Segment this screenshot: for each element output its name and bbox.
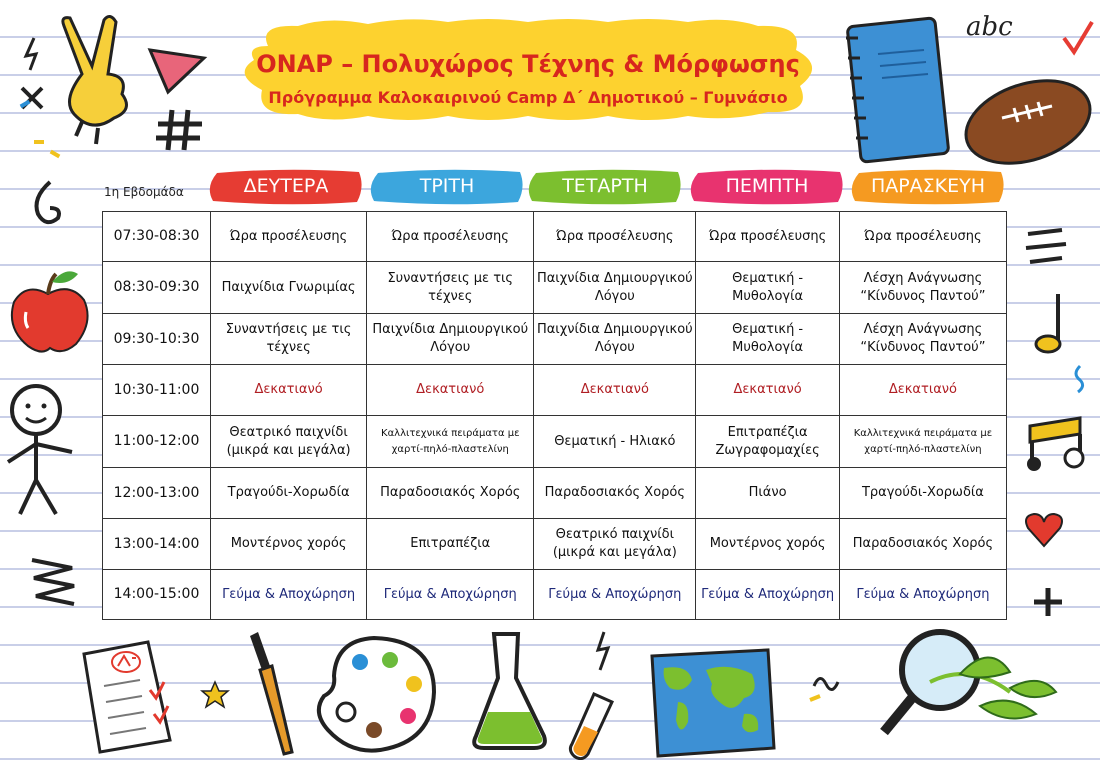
day-header-thursday	[688, 167, 846, 207]
day-header-monday	[207, 167, 365, 207]
title-banner	[228, 16, 828, 124]
activity-cell: Τραγούδι-Χορωδία	[211, 468, 367, 519]
double-note-icon	[1024, 412, 1090, 476]
star-icon	[200, 680, 230, 710]
magnifier-leaf-icon	[860, 622, 1060, 752]
activity-cell: Συναντήσεις με τις τέχνες	[367, 262, 534, 314]
table-row	[103, 570, 1007, 620]
spark-icon	[806, 666, 846, 706]
day-label: ΤΡΙΤΗ	[419, 175, 475, 197]
graded-paper-icon	[70, 636, 180, 756]
activity-cell: Λέσχη Ανάγνωσης “Κίνδυνος Παντού”	[839, 262, 1006, 314]
activity-cell: Θεατρικό παιχνίδι (μικρά και μεγάλα)	[534, 519, 696, 570]
table-row	[103, 262, 1007, 314]
page-title: ΟΝΑΡ – Πολυχώρος Τέχνης & Μόρφωσης	[256, 50, 800, 78]
activity-cell: Μοντέρνος χορός	[211, 519, 367, 570]
activity-cell: Επιτραπέζια	[367, 519, 534, 570]
day-header-tuesday	[368, 167, 526, 207]
day-header-wednesday	[526, 167, 684, 207]
dash-lines-icon	[1022, 224, 1072, 274]
flask-icon	[470, 624, 550, 754]
abc-handwriting: abc	[966, 12, 1013, 42]
table-row	[103, 365, 1007, 416]
activity-cell: Παιχνίδια Δημιουργικού Λόγου	[367, 314, 534, 365]
activity-cell: Παιχνίδια Γνωριμίας	[211, 262, 367, 314]
activity-cell: Πιάνο	[696, 468, 840, 519]
squiggle-icon	[24, 552, 84, 608]
activity-cell: Καλλιτεχνικά πειράματα με χαρτί-πηλό-πλαστελίνη	[839, 416, 1006, 468]
palette-icon	[310, 632, 440, 758]
apple-icon	[6, 266, 92, 356]
page-subtitle: Πρόγραμμα Καλοκαιρινού Camp Δ΄ Δημοτικού – Γυμνάσιο	[268, 88, 788, 107]
activity-cell: Μοντέρνος χορός	[696, 519, 840, 570]
time-cell: 11:00-12:00	[103, 416, 211, 468]
activity-cell: Ώρα προσέλευσης	[211, 212, 367, 262]
stick-figure-icon	[2, 382, 88, 518]
world-map-icon	[648, 648, 778, 760]
activity-cell: Δεκατιανό	[839, 365, 1006, 416]
activity-cell: Θεματική - Ηλιακό	[534, 416, 696, 468]
activity-cell: Ώρα προσέλευσης	[367, 212, 534, 262]
football-icon	[962, 70, 1096, 176]
music-note-icon	[1028, 290, 1078, 360]
activity-cell: Παραδοσιακός Χορός	[839, 519, 1006, 570]
activity-cell: Θεατρικό παιχνίδι (μικρά και μεγάλα)	[211, 416, 367, 468]
heart-icon	[1024, 508, 1064, 552]
week-label: 1η Εβδομάδα	[104, 185, 184, 199]
activity-cell: Καλλιτεχνικά πειράματα με χαρτί-πηλό-πλαστελίνη	[367, 416, 534, 468]
activity-cell: Ώρα προσέλευσης	[534, 212, 696, 262]
activity-cell: Δεκατιανό	[211, 365, 367, 416]
swirl-icon	[28, 178, 68, 234]
activity-cell: Δεκατιανό	[367, 365, 534, 416]
paintbrush-icon	[240, 630, 300, 758]
activity-cell: Ώρα προσέλευσης	[696, 212, 840, 262]
activity-cell: Λέσχη Ανάγνωσης “Κίνδυνος Παντού”	[839, 314, 1006, 365]
activity-cell: Θεματική - Μυθολογία	[696, 262, 840, 314]
activity-cell: Παραδοσιακός Χορός	[534, 468, 696, 519]
activity-cell: Γεύμα & Αποχώρηση	[696, 570, 840, 620]
activity-cell: Γεύμα & Αποχώρηση	[839, 570, 1006, 620]
time-cell: 07:30-08:30	[103, 212, 211, 262]
lightning-doodle-icon	[588, 630, 618, 680]
day-label: ΠΑΡΑΣΚΕΥΗ	[870, 175, 986, 197]
activity-cell: Γεύμα & Αποχώρηση	[211, 570, 367, 620]
day-label: ΔΕΥΤΕΡΑ	[243, 175, 329, 197]
activity-cell: Συναντήσεις με τις τέχνες	[211, 314, 367, 365]
activity-cell: Δεκατιανό	[534, 365, 696, 416]
schedule-table	[102, 211, 1007, 620]
time-cell: 10:30-11:00	[103, 365, 211, 416]
activity-cell: Παιχνίδια Δημιουργικού Λόγου	[534, 262, 696, 314]
time-cell: 14:00-15:00	[103, 570, 211, 620]
triangle-hash-icon	[146, 46, 212, 156]
time-cell: 13:00-14:00	[103, 519, 211, 570]
plus-icon	[1030, 584, 1066, 620]
table-row	[103, 519, 1007, 570]
activity-cell: Θεματική - Μυθολογία	[696, 314, 840, 365]
table-row	[103, 468, 1007, 519]
table-row	[103, 314, 1007, 365]
table-row	[103, 212, 1007, 262]
blue-swirl-icon	[1070, 364, 1090, 394]
activity-cell: Ώρα προσέλευσης	[839, 212, 1006, 262]
activity-cell: Γεύμα & Αποχώρηση	[534, 570, 696, 620]
activity-cell: Επιτραπέζια Ζωγραφομαχίες	[696, 416, 840, 468]
day-label: ΤΕΤΑΡΤΗ	[562, 175, 648, 197]
checkmark-icon	[1060, 18, 1096, 58]
confetti-dots-icon	[10, 80, 70, 180]
activity-cell: Παιχνίδια Δημιουργικού Λόγου	[534, 314, 696, 365]
activity-cell: Τραγούδι-Χορωδία	[839, 468, 1006, 519]
activity-cell: Δεκατιανό	[696, 365, 840, 416]
notebook-icon	[838, 4, 954, 166]
activity-cell: Γεύμα & Αποχώρηση	[367, 570, 534, 620]
activity-cell: Παραδοσιακός Χορός	[367, 468, 534, 519]
time-cell: 08:30-09:30	[103, 262, 211, 314]
table-row	[103, 416, 1007, 468]
test-tube-icon	[560, 690, 620, 760]
day-label: ΠΕΜΠΤΗ	[725, 175, 809, 197]
time-cell: 12:00-13:00	[103, 468, 211, 519]
time-cell: 09:30-10:30	[103, 314, 211, 365]
